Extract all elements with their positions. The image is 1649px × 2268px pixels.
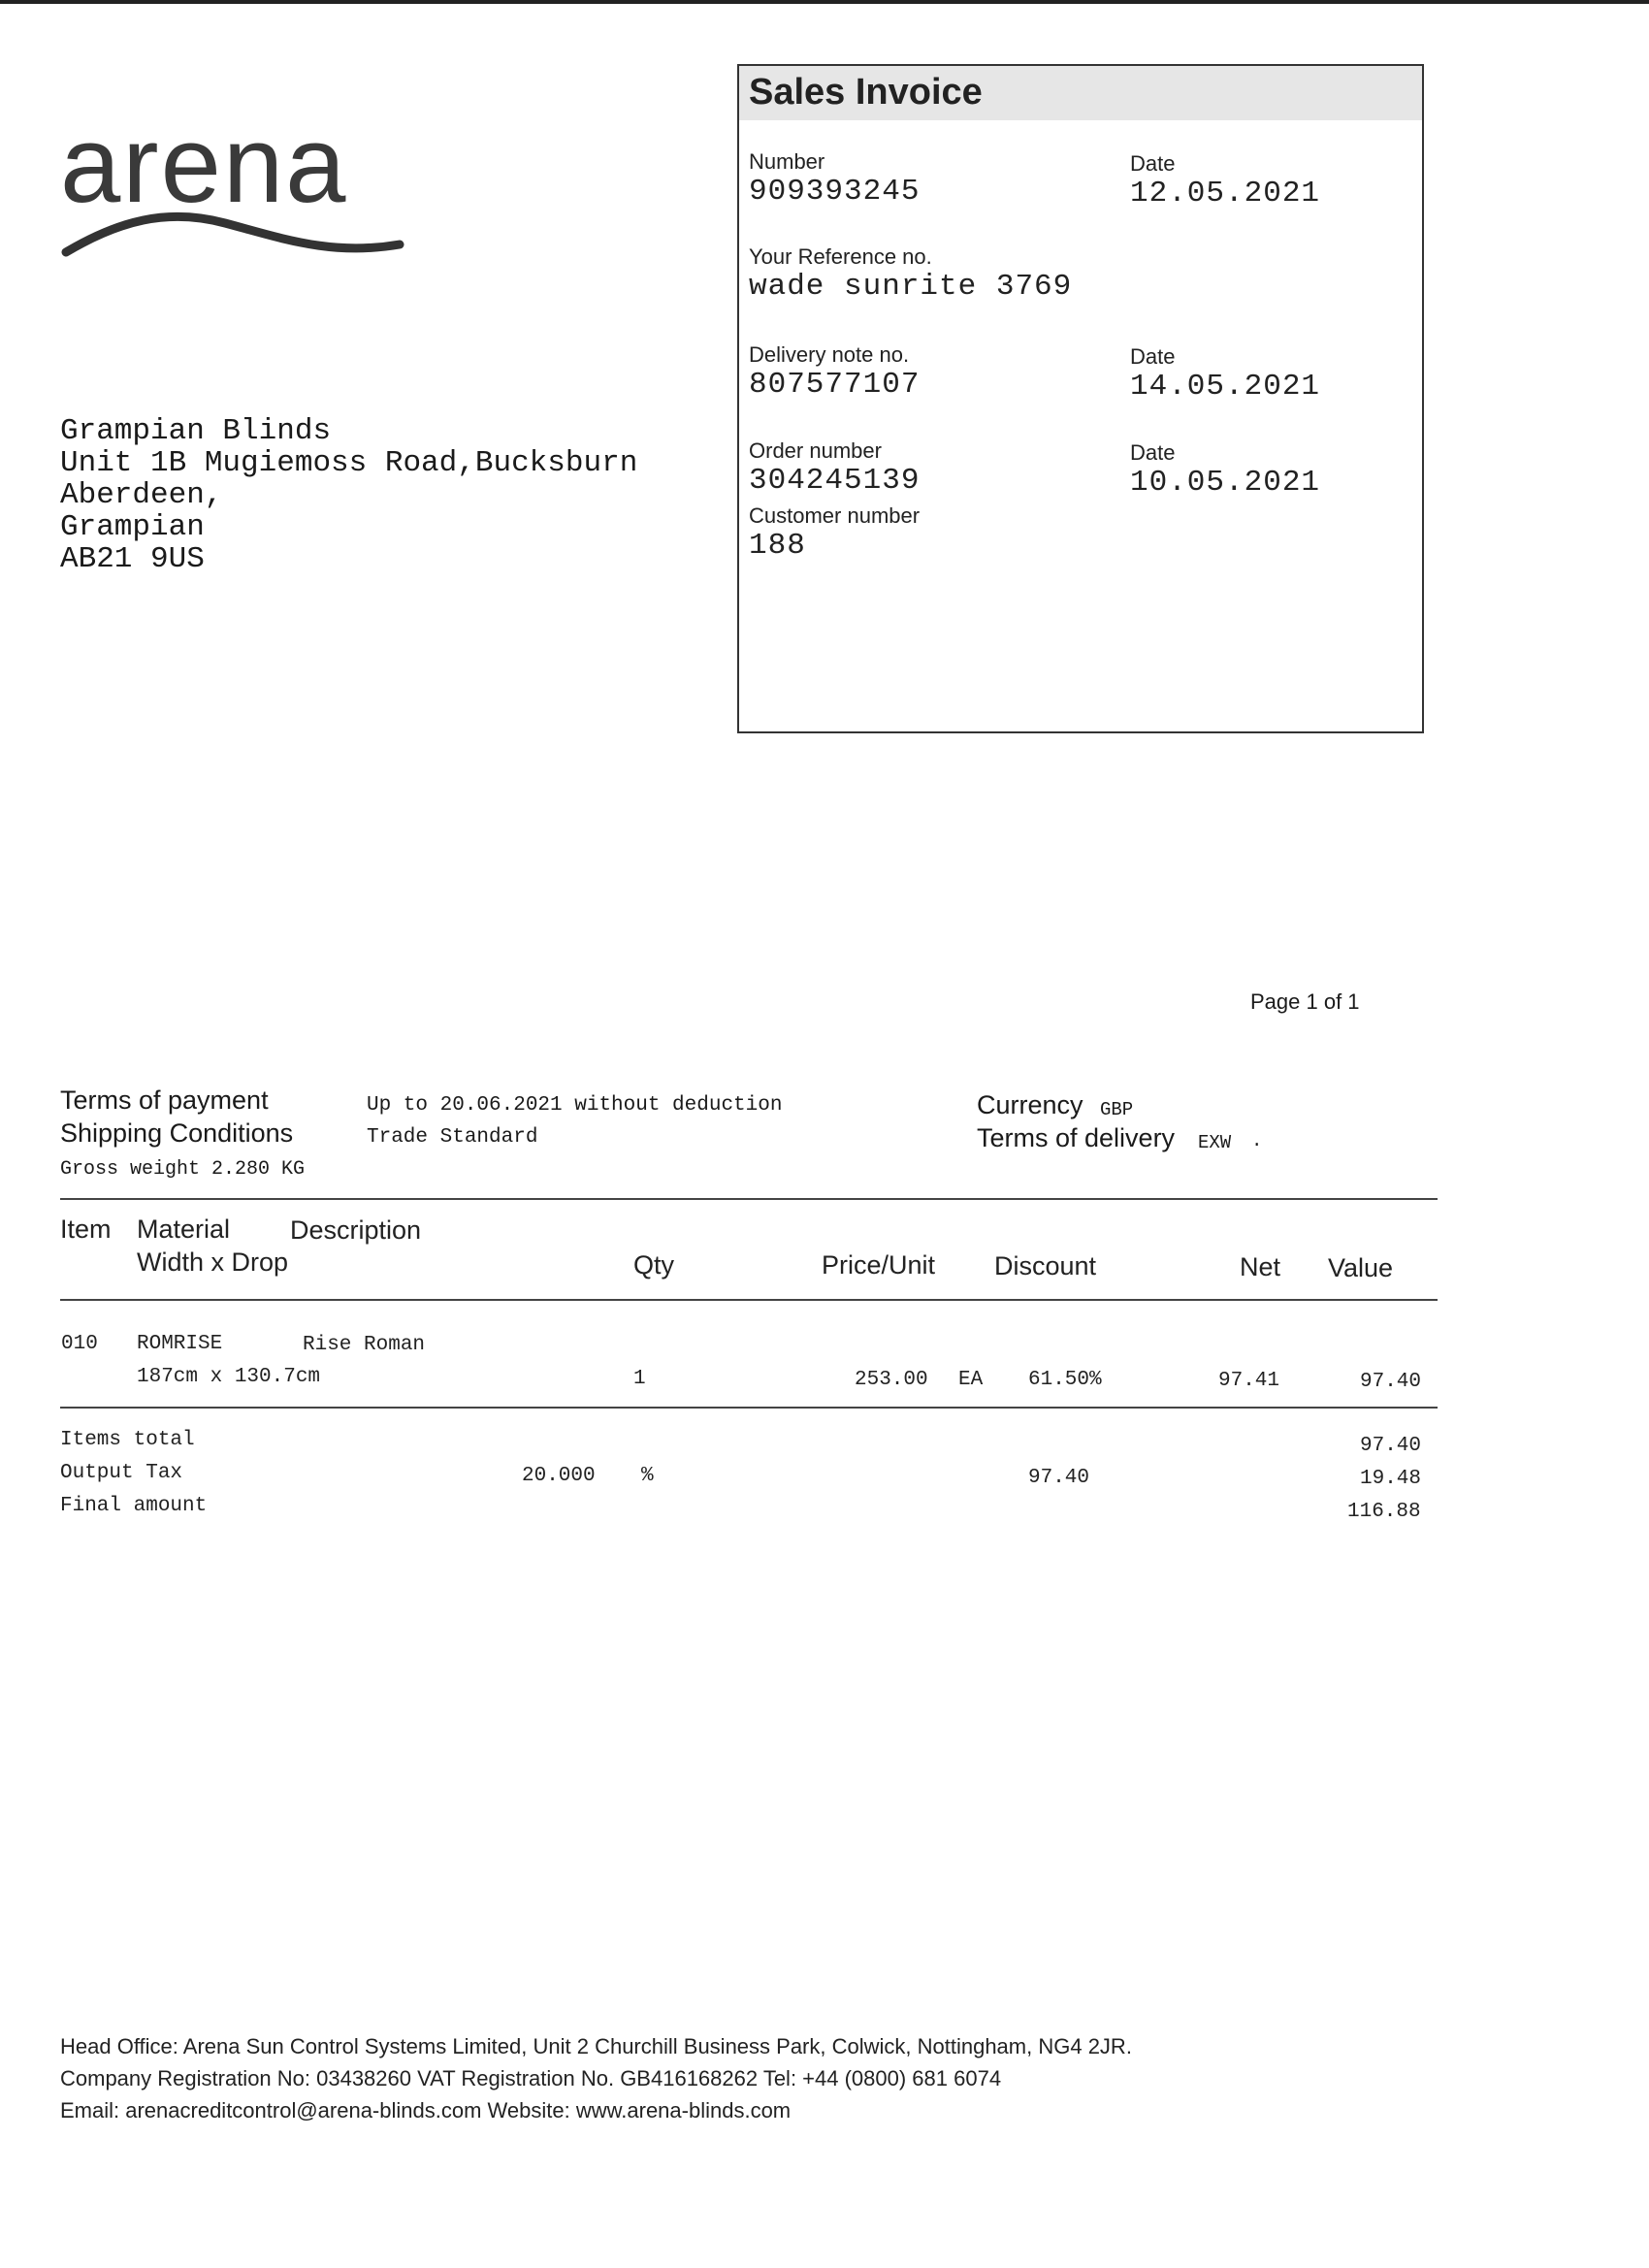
- payment-terms-value: Up to 20.06.2021 without deduction: [367, 1094, 783, 1117]
- header-description: Description: [290, 1215, 422, 1245]
- header-qty: Qty: [633, 1250, 675, 1280]
- header-material: Material: [137, 1215, 231, 1244]
- page-indicator: Page 1 of 1: [1250, 989, 1360, 1014]
- customer-number-label: Customer number: [749, 503, 921, 528]
- logo-text: arena: [60, 114, 348, 225]
- footer-registration: Company Registration No: 03438260 VAT Registration No. GB416168262 Tel: +44 (0800) 681 6074: [60, 2066, 1002, 2090]
- row-discount: 61.50%: [1028, 1369, 1102, 1391]
- header-discount: Discount: [994, 1251, 1097, 1280]
- row-material: ROMRISE: [137, 1333, 223, 1355]
- table-top-rule: [60, 1198, 1438, 1200]
- row-size: 187cm x 130.7cm: [137, 1366, 321, 1388]
- gross-weight: Gross weight 2.280 KG: [60, 1158, 306, 1181]
- row-price: 253.00: [855, 1369, 928, 1391]
- footer-contact: Email: arenacreditcontrol@arena-blinds.com Website: www.arena-blinds.com: [60, 2098, 792, 2122]
- tax-rate: 20.000: [522, 1465, 596, 1487]
- delivery-date: 14.05.2021: [1130, 370, 1321, 404]
- row-net: 97.41: [1218, 1370, 1280, 1392]
- header-width-drop: Width x Drop: [137, 1247, 289, 1277]
- address-line: AB21 9US: [60, 542, 205, 576]
- items-total-label: Items total: [60, 1429, 195, 1451]
- invoice-date: 12.05.2021: [1130, 177, 1321, 211]
- address-line: Grampian Blinds: [60, 414, 332, 448]
- number-label: Number: [749, 149, 825, 174]
- payment-terms-label: Terms of payment: [60, 1085, 269, 1115]
- footer-head-office: Head Office: Arena Sun Control Systems Limited, Unit 2 Churchill Business Park, Colwick, Nottingham, NG4 2JR.: [60, 2034, 1132, 2058]
- invoice-header-bar: [739, 66, 1422, 120]
- delivery-terms-suffix: .: [1251, 1130, 1263, 1151]
- delivery-note-number: 807577107: [749, 368, 921, 402]
- row-unit: EA: [958, 1369, 984, 1391]
- tax-base: 97.40: [1028, 1467, 1090, 1489]
- address-line: Grampian: [60, 510, 205, 544]
- header-item: Item: [60, 1215, 112, 1244]
- arena-logo: [60, 114, 409, 270]
- reference-label: Your Reference no.: [749, 244, 932, 269]
- final-amount-label: Final amount: [60, 1495, 208, 1517]
- arena-logo-graphic: [60, 114, 409, 270]
- address-line: Unit 1B Mugiemoss Road,Bucksburn: [60, 446, 638, 480]
- delivery-terms-value: EXW: [1198, 1132, 1232, 1153]
- row-description: Rise Roman: [303, 1334, 426, 1356]
- header-price-unit: Price/Unit: [822, 1250, 936, 1280]
- output-tax-label: Output Tax: [60, 1462, 183, 1484]
- reference-value: wade sunrite 3769: [749, 270, 1073, 304]
- row-value: 97.40: [1360, 1371, 1422, 1393]
- header-value: Value: [1328, 1253, 1394, 1282]
- currency-value: GBP: [1100, 1099, 1134, 1120]
- delivery-note-label: Delivery note no.: [749, 342, 910, 367]
- tax-rate-unit: %: [641, 1465, 654, 1487]
- items-total-value: 97.40: [1360, 1435, 1422, 1457]
- invoice-info-box: [737, 64, 1424, 733]
- tax-amount: 19.48: [1360, 1468, 1422, 1490]
- shipping-conditions-value: Trade Standard: [367, 1126, 538, 1149]
- address-line: Aberdeen,: [60, 478, 223, 512]
- order-number: 304245139: [749, 464, 921, 498]
- order-date-label: Date: [1130, 440, 1176, 465]
- date-label: Date: [1130, 151, 1176, 176]
- row-qty: 1: [633, 1368, 646, 1390]
- invoice-number: 909393245: [749, 175, 921, 209]
- row-item: 010: [61, 1333, 98, 1355]
- header-bottom-rule: [60, 1299, 1438, 1301]
- delivery-date-label: Date: [1130, 344, 1176, 369]
- customer-number: 188: [749, 529, 806, 563]
- order-date: 10.05.2021: [1130, 466, 1321, 500]
- order-number-label: Order number: [749, 438, 882, 463]
- invoice-title: Sales Invoice: [749, 72, 983, 113]
- header-net: Net: [1240, 1252, 1281, 1281]
- final-amount-value: 116.88: [1347, 1501, 1421, 1523]
- shipping-conditions-label: Shipping Conditions: [60, 1118, 294, 1148]
- currency-label: Currency: [977, 1090, 1083, 1119]
- delivery-terms-label: Terms of delivery: [977, 1123, 1176, 1152]
- table-bottom-rule: [60, 1407, 1438, 1409]
- scan-edge: [0, 0, 1649, 4]
